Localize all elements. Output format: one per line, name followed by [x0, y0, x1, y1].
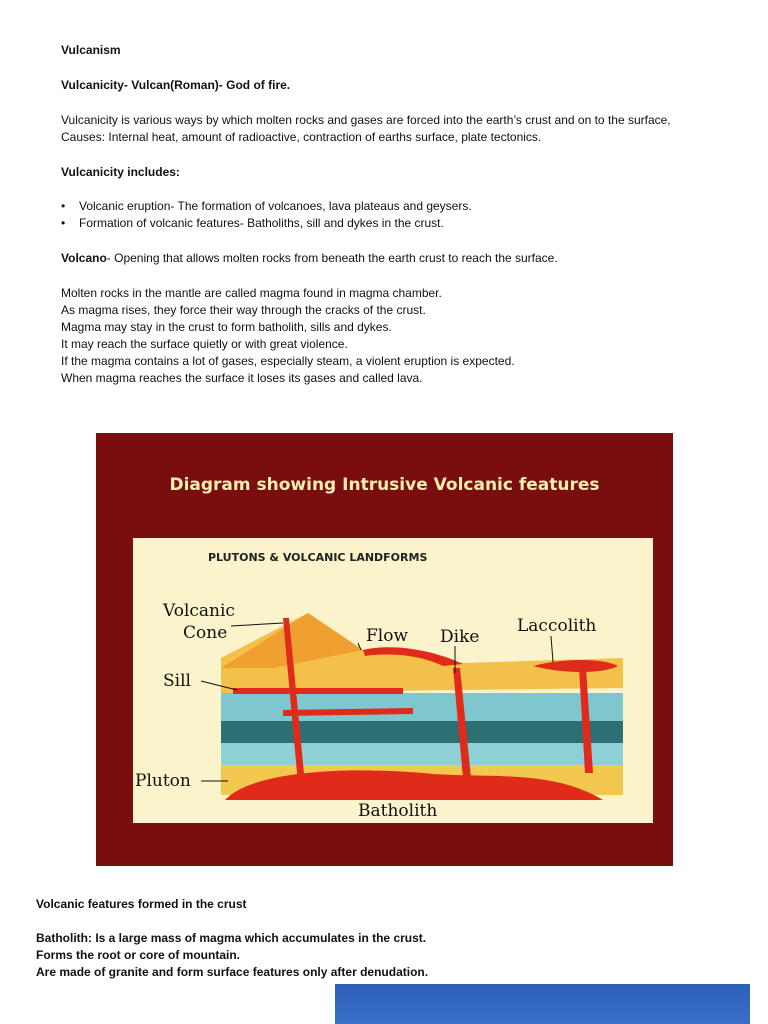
illustration-image [335, 984, 750, 1024]
plutons-diagram [133, 538, 653, 823]
magma-line: Molten rocks in the mantle are called magma found in magma chamber. [61, 286, 442, 300]
magma-line: Magma may stay in the crust to form batholith, sills and dykes. [61, 320, 392, 334]
label-dike: Dike [440, 627, 480, 647]
magma-paragraph [61, 285, 515, 387]
rock-layer-light [221, 743, 623, 765]
sill [233, 688, 403, 694]
rock-layer-cyan [221, 693, 623, 721]
magma-line: It may reach the surface quietly or with great violence. [61, 337, 348, 351]
label-flow: Flow [366, 626, 409, 646]
magma-line: As magma rises, they force their way through the cracks of the crust. [61, 303, 426, 317]
batholith-term: Batholith: [36, 931, 92, 945]
volcanic-features-slide [96, 433, 673, 866]
intro-line-1: Vulcanicity is various ways by which molten rocks and gases are forced into the earth’s crust and on to the surface, [61, 113, 671, 127]
label-sill: Sill [163, 671, 191, 691]
label-volcanic: Volcanic [163, 601, 235, 621]
includes-heading: Vulcanicity includes: [61, 165, 180, 179]
page-heading: Vulcanism [61, 43, 121, 57]
subheading: Vulcanicity- Vulcan(Roman)- God of fire. [61, 78, 291, 92]
includes-list [61, 198, 472, 232]
label-laccolith: Laccolith [517, 616, 597, 636]
batholith-line-text: Is a large mass of magma which accumulates in the crust. [92, 931, 427, 945]
list-item: • Formation of volcanic features- Batholiths, sill and dykes in the crust. [61, 215, 472, 232]
batholith-paragraph [36, 930, 428, 981]
volcano-def-text: - Opening that allows molten rocks from beneath the earth crust to reach the surface. [106, 251, 558, 265]
rock-layer-dark [221, 721, 623, 743]
intro-line-2: Causes: Internal heat, amount of radioactive, contraction of earths surface, plate tectonics. [61, 130, 542, 144]
label-batholith: Batholith [358, 801, 438, 821]
label-pluton: Pluton [135, 771, 191, 791]
section-heading: Volcanic features formed in the crust [36, 897, 247, 911]
batholith-line: Forms the root or core of mountain. [36, 948, 241, 962]
list-item: • Volcanic eruption- The formation of volcanoes, lava plateaus and geysers. [61, 198, 472, 215]
magma-line: When magma reaches the surface it loses its gases and called lava. [61, 371, 423, 385]
slide-title: Diagram showing Intrusive Volcanic features [169, 475, 600, 495]
batholith-line: Are made of granite and form surface features only after denudation. [36, 965, 429, 979]
volcano-definition [61, 250, 558, 267]
volcano-term: Volcano [61, 251, 107, 265]
panel-title: PLUTONS & VOLCANIC LANDFORMS [208, 551, 428, 564]
magma-line: If the magma contains a lot of gases, especially steam, a violent eruption is expected. [61, 354, 515, 368]
label-cone: Cone [183, 623, 228, 643]
batholith-line [36, 930, 428, 947]
